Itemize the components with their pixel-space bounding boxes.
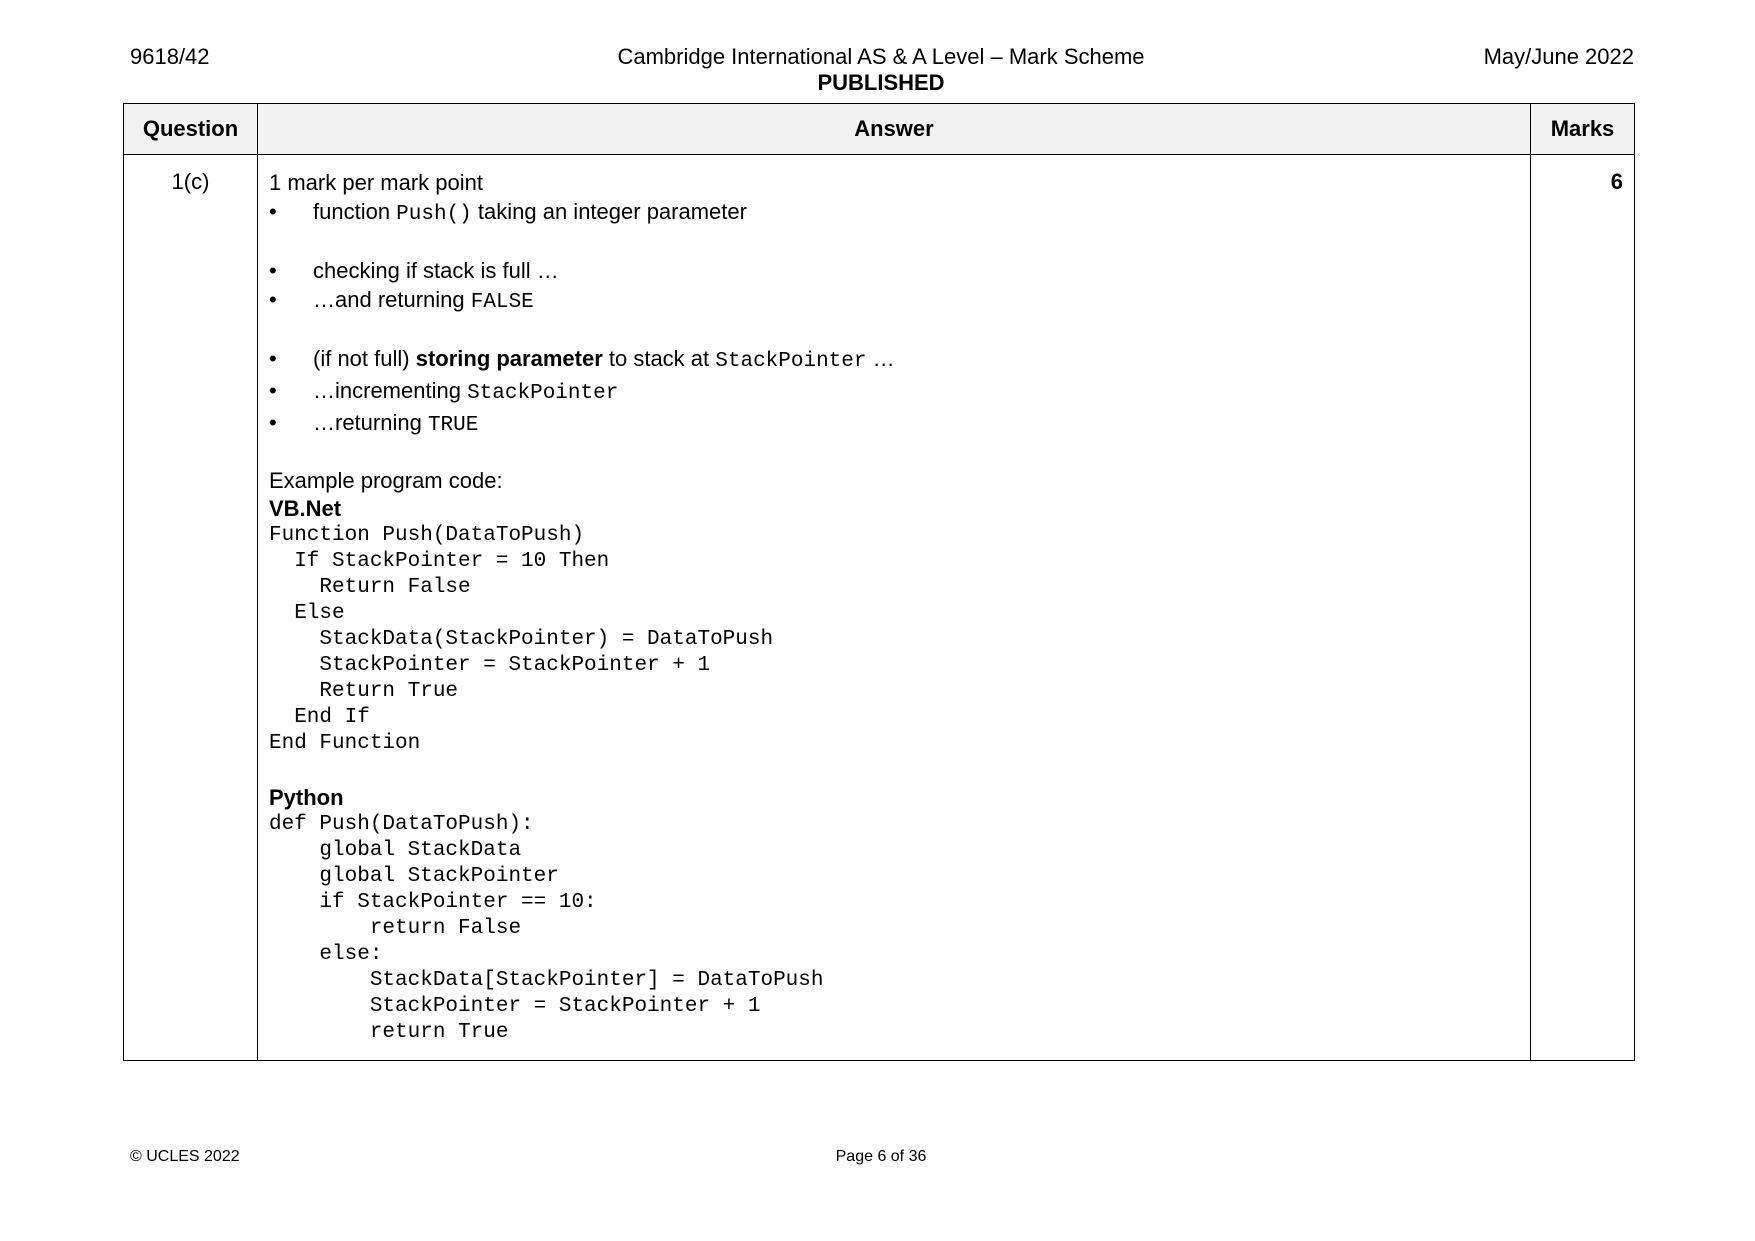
code-line: StackData(StackPointer) = DataToPush: [269, 628, 774, 651]
title-text: Cambridge International AS & A Level – Mark Scheme: [617, 44, 1145, 69]
question-number: 1(c): [124, 155, 258, 1061]
code-line: If StackPointer = 10 Then: [269, 550, 610, 573]
mark-point: • …and returning FALSE: [269, 285, 1520, 317]
code-line: StackData[StackPointer] = DataToPush: [269, 969, 824, 992]
code-line: End If: [269, 706, 370, 729]
code-line: global StackPointer: [269, 865, 559, 888]
code-line: return False: [269, 917, 522, 940]
python-label: Python: [269, 785, 344, 810]
code-line: def Push(DataToPush):: [269, 813, 534, 836]
mark-point: • …incrementing StackPointer: [269, 376, 1520, 408]
copyright: © UCLES 2022: [130, 1148, 240, 1165]
code-line: StackPointer = StackPointer + 1: [269, 995, 761, 1018]
answer-cell: [258, 155, 1531, 1061]
mark-points-1: [269, 197, 1520, 229]
code-line: Return True: [269, 680, 459, 703]
code-line: global StackData: [269, 839, 522, 862]
code-line: Function Push(DataToPush): [269, 524, 585, 547]
header-question: Question: [124, 104, 258, 155]
code-line: Return False: [269, 576, 471, 599]
paper-code: 9618/42: [130, 44, 210, 69]
table-row: [124, 155, 1635, 1061]
example-label: Example program code:: [269, 468, 503, 493]
table-header-row: [124, 104, 1635, 155]
header-answer: Answer: [258, 104, 1531, 155]
code-line: End Function: [269, 732, 421, 755]
mark-point: • function Push() taking an integer parameter: [269, 197, 1520, 229]
vbnet-label: VB.Net: [269, 496, 342, 521]
mark-scheme-table: [123, 103, 1635, 1061]
mark-point: • …returning TRUE: [269, 408, 1520, 440]
mark-points-3: [269, 344, 1520, 440]
code-line: else:: [269, 943, 383, 966]
exam-session: May/June 2022: [1483, 44, 1634, 69]
page-number: Page 6 of 36: [835, 1148, 927, 1165]
header-marks: Marks: [1531, 104, 1635, 155]
published-label: PUBLISHED: [817, 70, 945, 95]
code-line: if StackPointer == 10:: [269, 891, 597, 914]
vbnet-code: [269, 523, 1520, 757]
mark-intro: 1 mark per mark point: [269, 170, 483, 195]
mark-point: • (if not full) storing parameter to stack at StackPointer …: [269, 344, 1520, 376]
code-line: StackPointer = StackPointer + 1: [269, 654, 711, 677]
mark-points-2: [269, 256, 1520, 317]
code-line: Else: [269, 602, 345, 625]
python-code: [269, 812, 1520, 1046]
code-line: return True: [269, 1021, 509, 1044]
marks-value: 6: [1531, 155, 1635, 1061]
mark-point: • checking if stack is full …: [269, 256, 1520, 285]
